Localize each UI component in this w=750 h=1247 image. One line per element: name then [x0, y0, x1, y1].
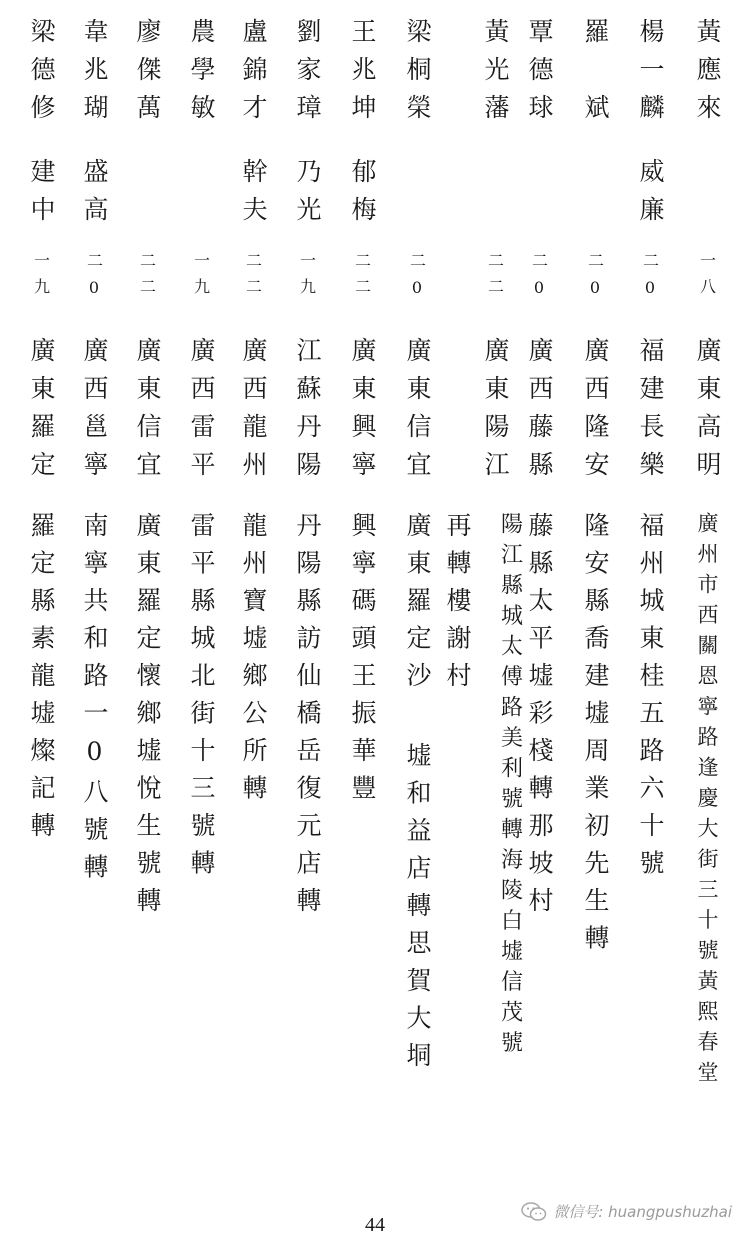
- wechat-watermark: [521, 1201, 732, 1222]
- entry-age: 一九: [297, 252, 317, 304]
- entry-name: 盧錦才: [239, 18, 268, 132]
- entry-age: 二0: [84, 252, 104, 307]
- entry-origin: 廣西雷平: [187, 337, 216, 489]
- entry-age: 一九: [191, 252, 211, 304]
- entry-address: 廣東羅定沙: [403, 512, 432, 700]
- entry-origin: 廣東信宜: [403, 337, 432, 489]
- entry-name: 廖傑萬: [133, 18, 162, 132]
- entry-name: 農學敏: [187, 18, 216, 132]
- entry-address: 羅定縣素龍墟燦記轉: [27, 512, 56, 850]
- entry-name: 王兆坤: [348, 18, 377, 132]
- entry-address: 隆安縣喬建墟周業初先生轉: [581, 512, 610, 962]
- entry-address: 雷平縣城北街十三號轉: [187, 512, 216, 887]
- entry-address: 龍州寶墟鄉公所轉: [239, 512, 268, 812]
- entry-address: 南寧共和路一0八號轉: [80, 512, 109, 891]
- entry-origin: 廣西邕寧: [80, 337, 109, 489]
- entry-address: 丹陽縣訪仙橋岳復元店轉: [293, 512, 322, 925]
- entry-age: 二0: [585, 252, 605, 307]
- entry-age: 二0: [407, 252, 427, 307]
- entry-origin: 廣東羅定: [27, 337, 56, 489]
- entry-origin: 廣東興寧: [348, 337, 377, 489]
- entry-address: 廣東羅定懷鄉墟悅生號轉: [133, 512, 162, 925]
- entry-name: 羅 斌: [581, 18, 610, 132]
- entry-origin: 廣東信宜: [133, 337, 162, 489]
- entry-alias: 乃光: [293, 158, 322, 234]
- entry-age: 二二: [137, 252, 157, 304]
- entry-age: 一九: [31, 252, 51, 304]
- entry-address: 興寧碼頭王振華豐: [348, 512, 377, 812]
- entry-origin: 廣東陽江: [481, 337, 510, 489]
- entry-name: 梁德修: [27, 18, 56, 132]
- watermark-text: 微信号: huangpushuzhai: [553, 1203, 732, 1221]
- entry-address: 陽江縣城太傅路美利號轉海陵白墟信茂號: [497, 512, 523, 1061]
- entry-age: 二二: [485, 252, 505, 304]
- entry-name: 黃應來: [693, 18, 722, 132]
- page-number: 44: [365, 1214, 385, 1236]
- entry-name: 黃光藩: [481, 18, 510, 132]
- entry-address: 廣州市西關恩寧路逢慶大街三十號黃熙春堂: [695, 512, 719, 1092]
- entry-age: 二0: [529, 252, 549, 307]
- entry-address: 藤縣太平墟彩棧轉那坡村: [525, 512, 554, 925]
- entry-name: 劉家璋: [293, 18, 322, 132]
- entry-age: 二0: [640, 252, 660, 307]
- entry-name: 覃德球: [525, 18, 554, 132]
- entry-origin: 福建長樂: [636, 337, 665, 489]
- entry-alias: 幹夫: [239, 158, 268, 234]
- entry-name: 韋兆瑚: [80, 18, 109, 132]
- entry-origin: 廣西藤縣: [525, 337, 554, 489]
- entry-address: 福州城東桂五路六十號: [636, 512, 665, 887]
- entry-alias: 威廉: [636, 158, 665, 234]
- entry-address: 再轉樓謝村: [443, 512, 472, 700]
- entry-address-continued: 墟和益店轉思賀大垌: [403, 742, 432, 1080]
- entry-name: 梁桐榮: [403, 18, 432, 132]
- entry-age: 二二: [352, 252, 372, 304]
- entry-name: 楊一麟: [636, 18, 665, 132]
- entry-alias: 郁梅: [348, 158, 377, 234]
- entry-origin: 江蘇丹陽: [293, 337, 322, 489]
- wechat-icon: [521, 1202, 547, 1222]
- entry-alias: 建中: [27, 158, 56, 234]
- entry-origin: 廣西龍州: [239, 337, 268, 489]
- entry-origin: 廣西隆安: [581, 337, 610, 489]
- entry-age: 二二: [243, 252, 263, 304]
- entry-origin: 廣東高明: [693, 337, 722, 489]
- entry-age: 一八: [697, 252, 717, 304]
- entry-alias: 盛高: [80, 158, 109, 234]
